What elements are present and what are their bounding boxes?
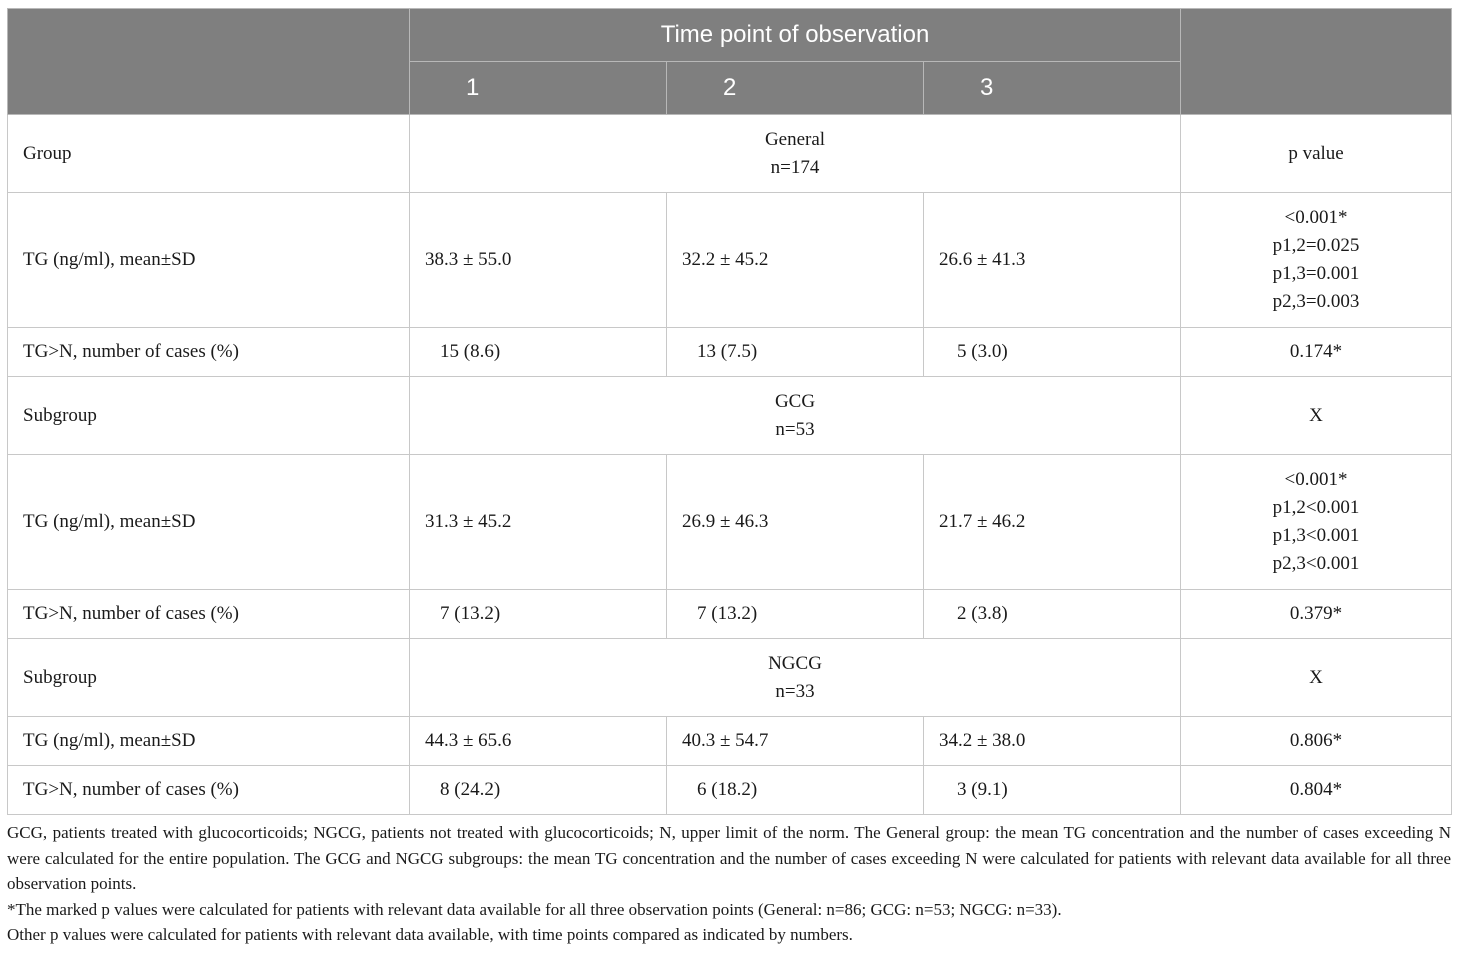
- cell-time-3: 5 (3.0): [924, 328, 1181, 377]
- section-group-cell: [410, 377, 1181, 455]
- section-group-n: n=33: [775, 680, 815, 702]
- section-p-header: p value: [1181, 115, 1452, 193]
- cell-time-1: 44.3 ± 65.6: [410, 717, 667, 766]
- section-group-name: General: [764, 128, 826, 150]
- p-line: <0.001*: [1284, 207, 1348, 228]
- table-row: [8, 590, 1452, 639]
- section-group-name: GCG: [774, 390, 816, 412]
- section-group-cell: [410, 115, 1181, 193]
- p-line: p1,2<0.001: [1272, 497, 1360, 518]
- row-label: TG>N, number of cases (%): [8, 766, 410, 815]
- table-row: [8, 193, 1452, 328]
- footnote-other-p-values: Other p values were calculated for patients with relevant data available, with time points compared as indicated by numbers.: [7, 925, 853, 944]
- data-table: [7, 8, 1452, 815]
- table-body: [8, 115, 1452, 815]
- cell-time-2: 7 (13.2): [667, 590, 924, 639]
- table-row: [8, 717, 1452, 766]
- cell-time-1: 38.3 ± 55.0: [410, 193, 667, 328]
- section-label: Subgroup: [8, 377, 410, 455]
- table-row: [8, 766, 1452, 815]
- cell-time-2: 13 (7.5): [667, 328, 924, 377]
- cell-p-value: 0.379*: [1181, 590, 1452, 639]
- row-label: TG (ng/ml), mean±SD: [8, 193, 410, 328]
- section-label: Group: [8, 115, 410, 193]
- header-blank-left: [8, 9, 410, 115]
- p-line: p2,3=0.003: [1272, 291, 1360, 312]
- cell-p-value: [1181, 455, 1452, 590]
- cell-time-1: 15 (8.6): [410, 328, 667, 377]
- cell-time-2: 6 (18.2): [667, 766, 924, 815]
- row-label: TG>N, number of cases (%): [8, 590, 410, 639]
- p-line: p1,2=0.025: [1272, 235, 1360, 256]
- p-line: p1,3<0.001: [1272, 525, 1360, 546]
- header-time-point-1: 1: [410, 62, 667, 115]
- cell-time-2: 26.9 ± 46.3: [667, 455, 924, 590]
- cell-time-2: 40.3 ± 54.7: [667, 717, 924, 766]
- section-p-header: X: [1181, 377, 1452, 455]
- row-label: TG>N, number of cases (%): [8, 328, 410, 377]
- cell-time-3: 3 (9.1): [924, 766, 1181, 815]
- cell-p-value: [1181, 193, 1452, 328]
- cell-time-1: 31.3 ± 45.2: [410, 455, 667, 590]
- section-row-ngcg: [8, 639, 1452, 717]
- row-label: TG (ng/ml), mean±SD: [8, 717, 410, 766]
- cell-p-value: 0.806*: [1181, 717, 1452, 766]
- table-row: [8, 328, 1452, 377]
- table-container: [7, 8, 1451, 948]
- cell-time-3: 21.7 ± 46.2: [924, 455, 1181, 590]
- table-row: [8, 455, 1452, 590]
- cell-time-3: 26.6 ± 41.3: [924, 193, 1181, 328]
- header-title: Time point of observation: [410, 9, 1181, 62]
- header-time-point-3: 3: [924, 62, 1181, 115]
- header-blank-right: [1181, 9, 1452, 115]
- table-header: [8, 9, 1452, 115]
- cell-time-1: 7 (13.2): [410, 590, 667, 639]
- cell-time-2: 32.2 ± 45.2: [667, 193, 924, 328]
- section-label: Subgroup: [8, 639, 410, 717]
- p-line: <0.001*: [1284, 469, 1348, 490]
- section-row-gcg: [8, 377, 1452, 455]
- header-time-point-2: 2: [667, 62, 924, 115]
- cell-time-3: 2 (3.8): [924, 590, 1181, 639]
- section-row-general: [8, 115, 1452, 193]
- p-line: p1,3=0.001: [1272, 263, 1360, 284]
- section-group-n: n=53: [775, 418, 815, 440]
- p-line: p2,3<0.001: [1272, 553, 1360, 574]
- cell-p-value: 0.804*: [1181, 766, 1452, 815]
- cell-time-3: 34.2 ± 38.0: [924, 717, 1181, 766]
- footnote-abbreviations: GCG, patients treated with glucocorticoids; NGCG, patients not treated with glucocorticoids; N, upper limit of the norm. The General group: the mean TG concentration and the number of cases exceeding N were calculated for the entire population. The GCG and NGCG subgroups: the mean TG concentration and the number of cases exceeding N were calculated for patients with relevant data available for all three observation points.: [7, 823, 1451, 893]
- cell-p-value: 0.174*: [1181, 328, 1452, 377]
- section-p-header: X: [1181, 639, 1452, 717]
- cell-time-1: 8 (24.2): [410, 766, 667, 815]
- section-group-name: NGCG: [768, 652, 822, 674]
- table-footnotes: [7, 820, 1451, 948]
- section-group-n: n=174: [770, 156, 820, 178]
- row-label: TG (ng/ml), mean±SD: [8, 455, 410, 590]
- section-group-cell: [410, 639, 1181, 717]
- footnote-marked-p-values: *The marked p values were calculated for patients with relevant data available for all three observation points (General: n=86; GCG: n=53; NGCG: n=33).: [7, 899, 1062, 919]
